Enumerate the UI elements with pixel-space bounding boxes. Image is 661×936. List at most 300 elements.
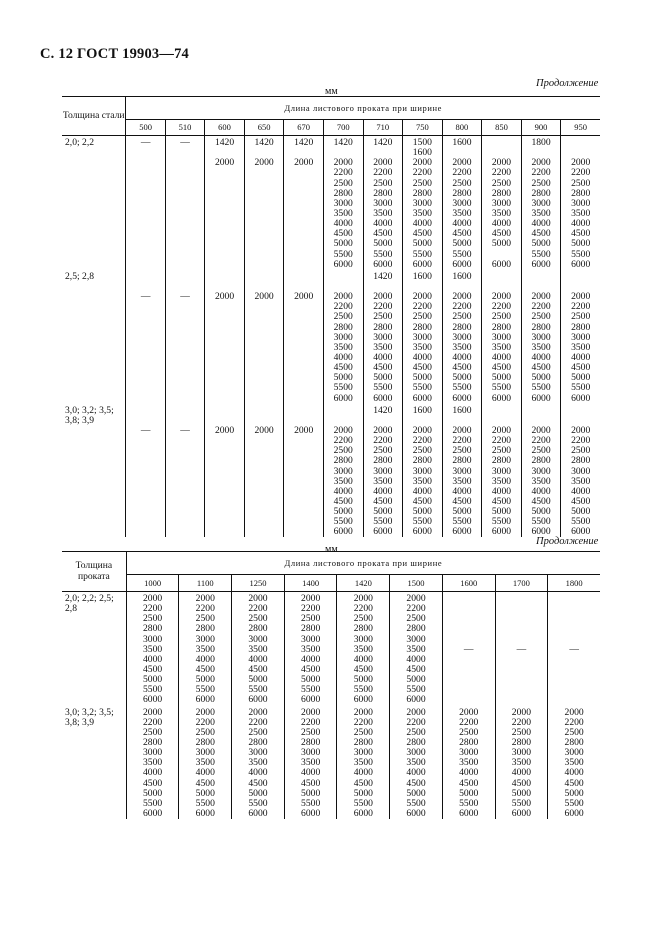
length-value: 3500 [142, 757, 163, 769]
length-cell [403, 270, 443, 404]
length-value: 5000 [195, 674, 215, 686]
length-value: 5000 [531, 372, 551, 384]
length-value: 6000 [412, 392, 432, 404]
width-header: 1250 [232, 575, 285, 592]
length-value: 3500 [301, 757, 321, 769]
length-value: 2500 [301, 726, 321, 738]
length-value: 3500 [412, 341, 432, 353]
length-value: 3500 [406, 757, 426, 769]
length-value: 6000 [452, 258, 472, 270]
length-value: 3000 [491, 331, 512, 343]
length-value: 3500 [195, 757, 215, 769]
length-cell [495, 706, 548, 820]
length-value: 2000 [248, 706, 268, 718]
length-value: 1500 [412, 137, 432, 148]
continuation-note-2: Продолжение [536, 536, 599, 547]
length-cell [521, 136, 561, 270]
length-value: 2000 [333, 291, 353, 303]
length-value: 2500 [333, 177, 353, 189]
length-value: 4000 [373, 351, 393, 363]
length-value: 2000 [491, 424, 512, 436]
length-cell [126, 706, 179, 820]
length-value [126, 406, 164, 416]
width-header: 1420 [337, 575, 390, 592]
length-value: 2000 [195, 593, 215, 604]
length-value: 5000 [491, 372, 512, 384]
length-value [561, 406, 600, 416]
length-value [284, 406, 323, 416]
length-value: 4500 [571, 228, 591, 240]
length-value: — [516, 643, 527, 655]
length-value: 2000 [214, 424, 235, 436]
length-cell [232, 592, 285, 706]
length-value: 5500 [452, 382, 472, 394]
length-value: 3000 [195, 633, 215, 645]
width-header: 710 [363, 120, 403, 136]
length-cell [482, 136, 522, 270]
length-value: 3000 [564, 747, 584, 759]
length-cell [165, 404, 204, 538]
length-value: 2200 [248, 603, 268, 615]
length-value: 5000 [373, 372, 393, 384]
length-value: 3500 [353, 757, 373, 769]
length-value [561, 272, 600, 282]
length-value: 3000 [373, 331, 393, 343]
length-value: 4500 [571, 362, 591, 374]
length-value [548, 594, 600, 604]
length-value: 5000 [406, 674, 426, 686]
length-value: 6000 [248, 694, 268, 706]
length-value: 2800 [248, 736, 268, 748]
length-value: 2000 [459, 706, 479, 718]
length-value: 4500 [301, 663, 321, 675]
length-value: 4000 [571, 351, 591, 363]
length-value: 3500 [511, 757, 531, 769]
length-value: 2000 [142, 593, 163, 604]
length-value: 5500 [412, 516, 432, 528]
length-value: 4000 [301, 767, 321, 779]
length-value: 5000 [511, 787, 531, 799]
length-value: 6000 [571, 526, 591, 538]
length-value: 2200 [412, 301, 432, 313]
length-value: 2800 [571, 455, 591, 467]
length-value: 1600 [412, 147, 432, 159]
length-cell [165, 270, 204, 404]
width-header: 650 [244, 120, 284, 136]
length-value: 2500 [571, 311, 591, 323]
table-row [62, 270, 600, 404]
length-value: 4000 [452, 485, 472, 497]
length-value: 2000 [142, 706, 163, 718]
length-value: 5500 [571, 516, 591, 528]
length-value: 6000 [491, 258, 512, 270]
length-value: 3500 [571, 207, 591, 219]
length-value: 5000 [248, 787, 268, 799]
span-header: Длина листового проката при ширине [126, 97, 600, 120]
length-cell [561, 136, 600, 270]
length-value: 5000 [491, 238, 512, 250]
length-value: 5000 [333, 238, 353, 250]
length-value: 2200 [373, 435, 393, 447]
length-cell [363, 270, 403, 404]
length-cell [442, 136, 482, 270]
length-value: 4000 [491, 351, 512, 363]
length-value: 2800 [531, 455, 551, 467]
length-value [245, 406, 284, 416]
length-cell [442, 404, 482, 538]
length-value: 4000 [373, 218, 393, 230]
length-value: 5500 [353, 684, 373, 696]
length-value: 2200 [491, 167, 512, 179]
length-value: 3000 [142, 633, 163, 645]
length-value: 4500 [406, 777, 426, 789]
length-value: 2500 [452, 445, 472, 457]
length-cell [205, 136, 245, 270]
length-value: 2000 [254, 157, 274, 169]
length-value: 5000 [571, 372, 591, 384]
length-value: 2000 [564, 706, 584, 718]
table-sheet-lengths-1 [62, 96, 600, 537]
length-cell [244, 136, 284, 270]
length-value: 4500 [491, 362, 512, 374]
length-value: 5000 [571, 506, 591, 518]
length-value: 5500 [412, 248, 432, 260]
length-value: 4500 [459, 777, 479, 789]
thickness-cell: 2,5; 2,8 [65, 270, 95, 282]
length-value [496, 624, 548, 634]
length-value: 2200 [333, 167, 353, 179]
stub-header: Толщина стали [62, 97, 126, 136]
length-value: 2000 [248, 593, 268, 604]
length-value [166, 272, 204, 282]
length-value: 5000 [353, 674, 373, 686]
length-value: 3500 [459, 757, 479, 769]
length-value: 1600 [452, 270, 472, 282]
length-value: 5500 [491, 516, 512, 528]
length-value: 2200 [459, 716, 479, 728]
length-value: 5500 [353, 797, 373, 809]
length-value: 6000 [301, 807, 321, 819]
length-value: 2000 [333, 157, 353, 169]
length-value: 6000 [412, 258, 432, 270]
length-value: 2000 [214, 157, 235, 169]
length-cell [561, 270, 600, 404]
length-cell [561, 404, 600, 538]
length-value: 2800 [195, 736, 215, 748]
length-value: 5000 [452, 506, 472, 518]
width-header: 1000 [126, 575, 179, 592]
length-value: 3500 [333, 341, 353, 353]
length-value: 4500 [333, 362, 353, 374]
length-value: 6000 [571, 258, 591, 270]
length-value: 5000 [373, 506, 393, 518]
length-value: 2800 [195, 623, 215, 635]
length-value: 3000 [301, 747, 321, 759]
length-value [496, 614, 548, 624]
length-value: 2800 [491, 187, 512, 199]
length-value: 2800 [412, 455, 432, 467]
length-value: 6000 [531, 392, 551, 404]
length-value: 1420 [214, 137, 235, 148]
length-value: 3500 [452, 475, 472, 487]
length-cell [205, 270, 245, 404]
length-value: 5500 [373, 516, 393, 528]
length-value: 2000 [412, 157, 432, 169]
length-value: 1420 [333, 137, 353, 148]
length-value: 4500 [531, 228, 551, 240]
length-value: — [140, 137, 151, 148]
length-value: 4500 [531, 362, 551, 374]
length-value: 4000 [406, 653, 426, 665]
length-value: — [569, 643, 579, 655]
length-value: 2800 [353, 623, 373, 635]
length-value: 4500 [412, 495, 432, 507]
length-value: 5000 [353, 787, 373, 799]
length-value: 2800 [412, 321, 432, 333]
length-value: 2200 [571, 167, 591, 179]
length-value: — [140, 291, 151, 303]
length-cell [403, 136, 443, 270]
length-value: 3000 [452, 331, 472, 343]
length-cell [403, 404, 443, 538]
length-value: 2000 [511, 706, 531, 718]
length-value: 5500 [333, 382, 353, 394]
length-value: 5000 [142, 787, 163, 799]
length-value [496, 604, 548, 614]
length-value: 5000 [491, 506, 512, 518]
length-value: 2500 [491, 445, 512, 457]
length-value: 3000 [531, 331, 551, 343]
page-header: С. 12 ГОСТ 19903—74 [40, 46, 189, 62]
width-header: 900 [521, 120, 561, 136]
length-value: 2200 [301, 716, 321, 728]
length-value: 2000 [294, 424, 314, 436]
length-value: 5500 [452, 516, 472, 528]
length-value: 2000 [214, 291, 235, 303]
width-header: 800 [442, 120, 482, 136]
length-value: — [463, 643, 474, 655]
length-value: 3500 [333, 207, 353, 219]
length-value: 4500 [373, 228, 393, 240]
length-value [126, 272, 164, 282]
length-value: 3500 [373, 207, 393, 219]
length-value: 6000 [491, 526, 512, 538]
length-value: 4500 [195, 777, 215, 789]
length-value: 6000 [571, 392, 591, 404]
length-value: 3500 [412, 475, 432, 487]
length-value: 3500 [531, 341, 551, 353]
length-value: 2000 [406, 593, 426, 604]
length-value: 3000 [333, 465, 353, 477]
length-value: 3000 [531, 465, 551, 477]
length-value: 5500 [301, 684, 321, 696]
table-row [62, 592, 600, 706]
length-value: 2500 [531, 311, 551, 323]
length-value: 4000 [353, 653, 373, 665]
length-value: 6000 [531, 258, 551, 270]
length-value: 2000 [294, 291, 314, 303]
length-value: 6000 [491, 392, 512, 404]
length-value: 1420 [373, 404, 393, 416]
length-value: 3000 [412, 465, 432, 477]
length-value: 5000 [531, 506, 551, 518]
length-value: 3500 [531, 475, 551, 487]
length-value: 2800 [511, 736, 531, 748]
length-value: 2000 [452, 157, 472, 169]
length-value: 2000 [301, 706, 321, 718]
length-value: 2200 [531, 301, 551, 313]
length-value: 5500 [412, 382, 432, 394]
length-value: 4000 [333, 485, 353, 497]
length-value: 3500 [452, 207, 472, 219]
length-cell [495, 592, 548, 706]
length-value: 2500 [373, 311, 393, 323]
length-value: 3000 [531, 197, 551, 209]
length-cell [548, 706, 600, 820]
length-value: 5000 [248, 674, 268, 686]
length-value: 2500 [301, 613, 321, 625]
length-value: 3000 [571, 331, 591, 343]
length-value: 4000 [491, 218, 512, 230]
width-header: 1100 [179, 575, 232, 592]
length-value: 4500 [353, 663, 373, 675]
length-value: 2800 [333, 455, 353, 467]
length-value: 2200 [412, 167, 432, 179]
length-value: 1600 [452, 404, 472, 416]
length-value: 5000 [459, 787, 479, 799]
length-value: 4500 [511, 777, 531, 789]
length-value: 5000 [412, 372, 432, 384]
length-value: 2500 [333, 311, 353, 323]
length-value: 2000 [373, 157, 393, 169]
length-value: 2800 [491, 455, 512, 467]
length-value: 3000 [333, 197, 353, 209]
length-value: 3500 [373, 341, 393, 353]
length-value [443, 604, 495, 614]
width-header: 500 [126, 120, 165, 136]
length-value: 4000 [531, 218, 551, 230]
width-header: 700 [323, 120, 363, 136]
length-value: 5500 [531, 382, 551, 394]
length-value: 3500 [491, 341, 512, 353]
length-cell [548, 592, 600, 706]
length-value: 2000 [333, 424, 353, 436]
length-value: 3000 [452, 197, 472, 209]
length-value: 2500 [531, 177, 551, 189]
length-value: 5500 [531, 516, 551, 528]
length-cell [284, 136, 324, 270]
length-value: 5500 [373, 382, 393, 394]
length-value: 5500 [195, 684, 215, 696]
length-cell [521, 270, 561, 404]
length-value: 6000 [373, 526, 393, 538]
length-value: 2500 [491, 177, 512, 189]
length-value: 2800 [301, 623, 321, 635]
thickness-cell: 3,0; 3,2; 3,5; 3,8; 3,9 [65, 404, 114, 426]
width-header: 1500 [390, 575, 443, 592]
length-value: 4000 [459, 767, 479, 779]
length-value: 2000 [195, 706, 215, 718]
length-value: 6000 [333, 526, 353, 538]
length-cell [284, 270, 324, 404]
length-value: 6000 [373, 392, 393, 404]
length-value: 3500 [142, 643, 163, 655]
length-value [205, 406, 244, 416]
length-value: 2200 [452, 167, 472, 179]
length-value: 2800 [142, 623, 163, 635]
length-value: 3500 [353, 643, 373, 655]
length-value: 5500 [452, 248, 472, 260]
length-value: 5000 [195, 787, 215, 799]
length-value [284, 272, 323, 282]
length-value: 3000 [406, 747, 426, 759]
length-value: 2500 [452, 177, 472, 189]
length-value: 5000 [412, 506, 432, 518]
length-value: 4000 [195, 767, 215, 779]
length-value: 2800 [142, 736, 163, 748]
length-value: 6000 [333, 258, 353, 270]
length-value: 4500 [333, 228, 353, 240]
length-value: 6000 [452, 526, 472, 538]
length-value [443, 624, 495, 634]
length-value: 3000 [491, 465, 512, 477]
length-value: 2200 [142, 603, 163, 615]
width-header: 950 [561, 120, 600, 136]
length-value: 4000 [564, 767, 584, 779]
length-value: 2500 [406, 613, 426, 625]
length-value: 4000 [412, 351, 432, 363]
length-value: 2500 [248, 726, 268, 738]
length-value: 6000 [412, 526, 432, 538]
length-cell [363, 136, 403, 270]
length-value: 3500 [248, 643, 268, 655]
length-value: 4500 [491, 495, 512, 507]
length-value: 6000 [353, 807, 373, 819]
length-value: 3000 [373, 197, 393, 209]
length-value: 1420 [373, 270, 393, 282]
length-value: 2500 [195, 613, 215, 625]
length-value: 4000 [511, 767, 531, 779]
length-value: 2200 [452, 435, 472, 447]
length-value: 4000 [406, 767, 426, 779]
length-value: 3000 [571, 465, 591, 477]
length-value: 2500 [571, 177, 591, 189]
length-value: 4500 [373, 362, 393, 374]
length-value: 4000 [195, 653, 215, 665]
length-cell [390, 706, 443, 820]
length-cell [284, 404, 324, 538]
length-value: 4000 [452, 351, 472, 363]
length-value: 6000 [459, 807, 479, 819]
width-header: 600 [205, 120, 245, 136]
length-value: 6000 [353, 694, 373, 706]
length-value: 2000 [353, 706, 373, 718]
length-value: 2500 [412, 445, 432, 457]
unit-label-1: мм [325, 86, 338, 97]
length-value: 2800 [333, 321, 353, 333]
length-value: 2800 [452, 455, 472, 467]
length-value: 2800 [571, 321, 591, 333]
length-value: 2800 [406, 623, 426, 635]
length-value: 3000 [571, 197, 591, 209]
length-value: 2000 [491, 157, 512, 169]
length-value: 5000 [333, 372, 353, 384]
length-value: 2200 [564, 716, 584, 728]
length-cell [244, 404, 284, 538]
length-value: 5500 [511, 797, 531, 809]
thickness-cell: 3,0; 3,2; 3,5; 3,8; 3,9 [65, 706, 114, 728]
unit-label-2: мм [325, 544, 338, 555]
